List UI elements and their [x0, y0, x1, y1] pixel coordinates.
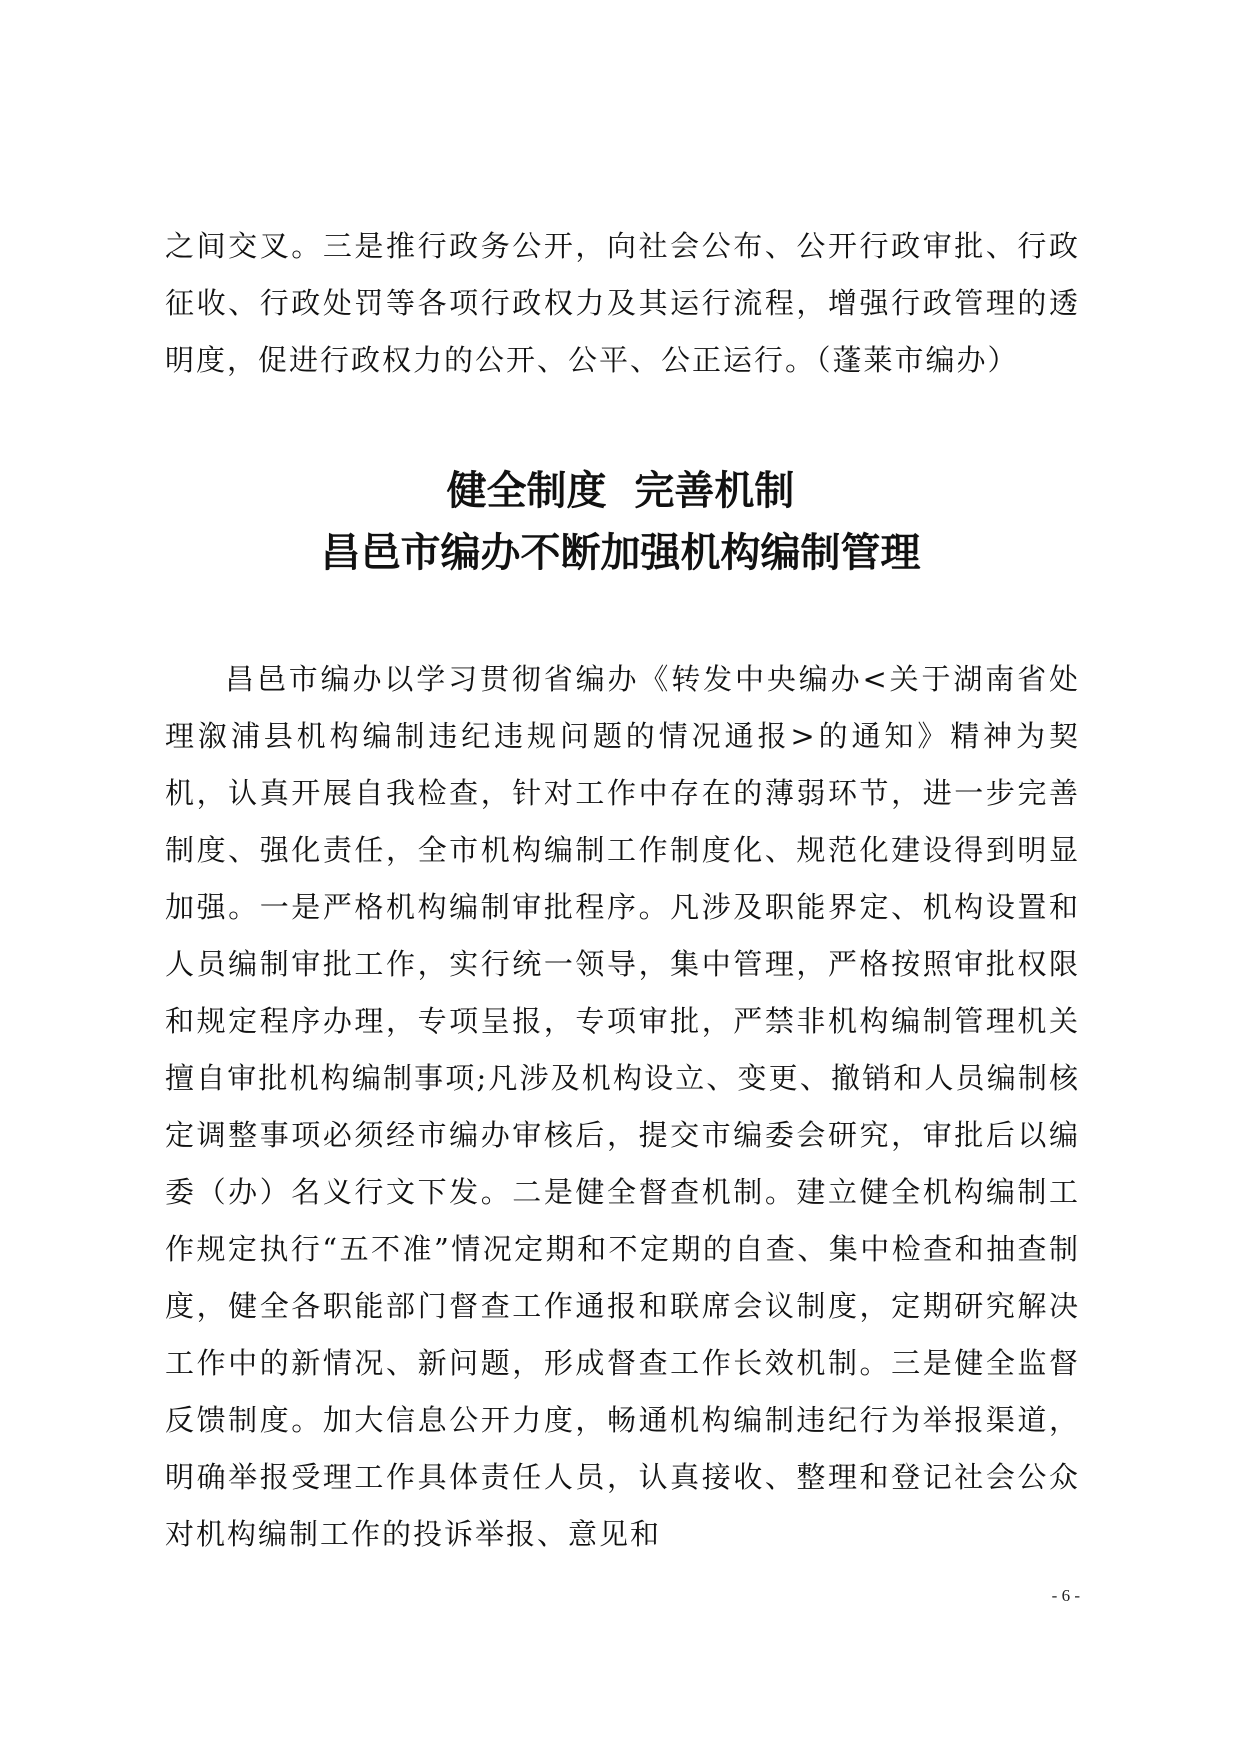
article-title-line-1: 健全制度 完善机制: [446, 467, 795, 514]
article-title-line-2: 昌邑市编办不断加强机构编制管理: [320, 529, 921, 576]
article-body-paragraph: 昌邑市编办以学习贯彻省编办《转发中央编办<关于湖南省处理溆浦县机构编制违纪违规问题的情况通报>的通知》精神为契机，认真开展自我检查，针对工作中存在的薄弱环节，进一步完善制度、强化责任，全市机构编制工作制度化、规范化建设得到明显加强。一是严格机构编制审批程序。凡涉及职能界定、机构设置和人员编制审批工作，实行统一领导，集中管理，严格按照审批权限和规定程序办理，专项呈报，专项审批，严禁非机构编制管理机关擅自审批机构编制事项;凡涉及机构设立、变更、撤销和人员编制核定调整事项必须经市编办审核后，提交市编委会研究，审批后以编委（办）名义行文下发。二是健全督查机制。建立健全机构编制工作规定执行“五不准”情况定期和不定期的自查、集中检查和抽查制度，健全各职能部门督查工作通报和联席会议制度，定期研究解决工作中的新情况、新问题，形成督查工作长效机制。三是健全监督反馈制度。加大信息公开力度，畅通机构编制违纪行为举报渠道，明确举报受理工作具体责任人员，认真接收、整理和登记社会公众对机构编制工作的投诉举报、意见和: [165, 662, 1080, 1551]
continuation-paragraph: 之间交叉。三是推行政务公开，向社会公布、公开行政审批、行政征收、行政处罚等各项行政权力及其运行流程，增强行政管理的透明度，促进行政权力的公开、公平、公正运行。（蓬莱市编办）: [165, 229, 1080, 377]
page-number: - 6 -: [1051, 1586, 1080, 1605]
